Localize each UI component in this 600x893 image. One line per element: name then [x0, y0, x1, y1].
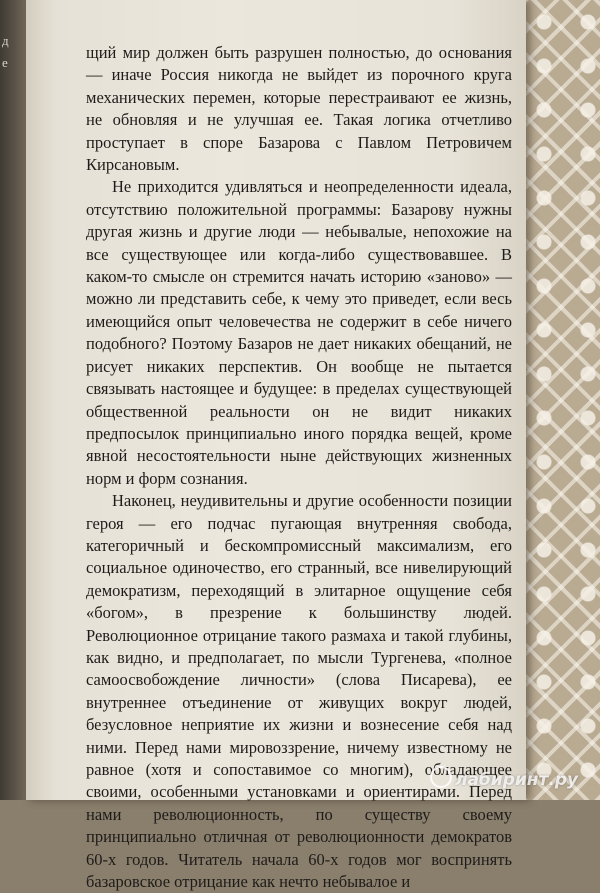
paragraph-3: Наконец, неудивительны и другие особенности позиции героя — его подчас пугающая внутренняя свобода, категоричный и бескомпромиссный максимализм, его социальное одиночество, его странный, все нивелирующий демократизм, переходящий в элитарное ощущение себя «богом», в презрение к большинству людей. Революционное отрицание такого размаха и такой глубины, как видно, и предполагает, по мысли Тургенева, «полное самоосвобождение личности» (слова Писарева), ее внутреннее отъединение от живущих вокруг людей, безусловное неприятие их жизни и вознесение себя над ними. Перед нами мировоззрение, ничему известному не равное (хотя и сопоставимое со многим), обладающее своими, особенными установками и ориентирами. Перед нами революционность, по существу своему принципиально отличная от революционности демократов 60-х годов. Читатель начала 60-х годов мог воспринять базаровское отрицание как нечто небывалое и — [86, 491, 512, 892]
book-page — [26, 0, 526, 892]
paragraph-1: щий мир должен быть разрушен полностью, до основания — иначе Россия никогда не выйдет из порочного круга механических перемен, которые перестраивают ее жизнь, не обновляя и не улучшая ее. Такая логика отчетливо проступает в споре Базарова с Павлом Петровичем Кирсановым. — [86, 43, 512, 175]
labirint-logo-icon — [430, 766, 452, 788]
watermark-text: лабиринт.ру — [455, 770, 579, 790]
left-page-edge — [0, 0, 28, 800]
paragraph-2: Не приходится удивляться и неопределенности идеала, отсутствию положительной программы: Базарову нужны другая жизнь и другие люди — небывалые, непохожие на все существующее или когда-либо существовавшее. В каком-то смысле он стремится начать историю «заново» — можно ли представить себе, к чему это приведет, если весь имеющийся опыт человечества не содержит в себе ничего подобного? Поэтому Базаров не дает никаких обещаний, не рисует никаких перспектив. Он вообще не пытается связывать настоящее и будущее: в пределах существующей общественной реальности он не видит никаких предпосылок принципиально иного порядка вещей, кроме явной несостоятельности ныне действующих жизненных норм и форм сознания. — [86, 177, 512, 488]
watermark-logo — [430, 766, 578, 790]
tablecloth-background — [522, 0, 600, 800]
left-page-fragment: д — [2, 33, 9, 48]
left-page-fragment: е — [2, 55, 8, 70]
